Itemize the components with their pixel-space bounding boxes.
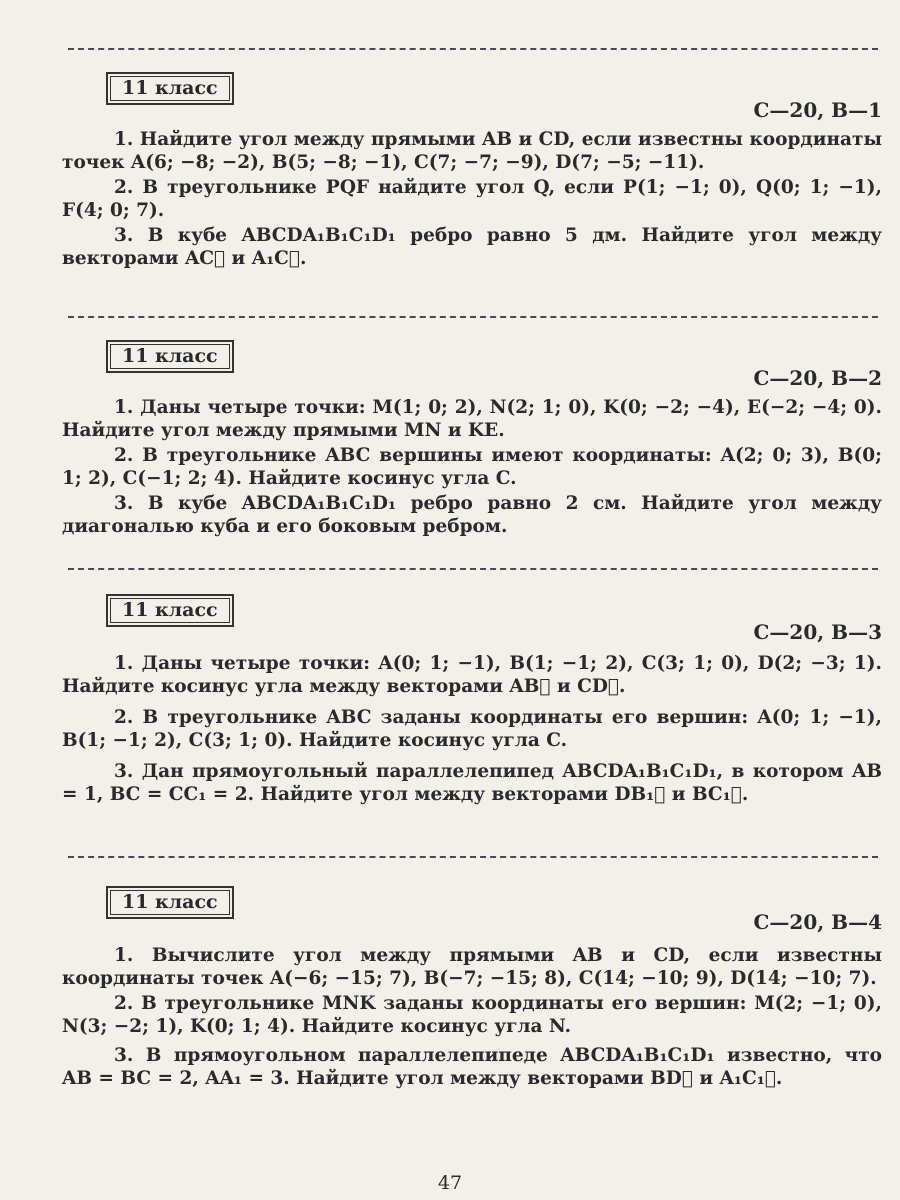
task-1: 1. Найдите угол между прямыми AB и CD, если известны координаты точек A(6; −8; −2), B(5; −8; −1), C(7; −7; −9), D(7; −5; −11). bbox=[62, 129, 882, 173]
task-3: 3. Дан прямоугольный параллелепипед ABCDA₁B₁C₁D₁, в котором AB = 1, BC = CC₁ = 2. Найдите угол между векторами DB₁⃗ и BC₁⃗. bbox=[62, 761, 882, 805]
grade-box: 11 класс bbox=[106, 72, 234, 105]
task-1: 1. Вычислите угол между прямыми AB и CD, если известны координаты точек A(−6; −15; 7), B(−7; −15; 8), C(14; −10; 9), D(14; −10; 7). bbox=[62, 945, 882, 989]
variant-code: С—20, В—2 bbox=[753, 366, 882, 390]
dashed-separator bbox=[68, 856, 878, 858]
dashed-separator bbox=[68, 48, 878, 50]
task-3: 3. В кубе ABCDA₁B₁C₁D₁ ребро равно 2 см. Найдите угол между диагональю куба и его боковым ребром. bbox=[62, 493, 882, 537]
variant-1 bbox=[62, 72, 882, 302]
task-3: 3. В прямоугольном параллелепипеде ABCDA₁B₁C₁D₁ известно, что AB = BC = 2, AA₁ = 3. Найдите угол между векторами BD⃗ и A₁C₁⃗. bbox=[62, 1045, 882, 1089]
variant-3 bbox=[62, 594, 882, 854]
variant-code: С—20, В—4 bbox=[753, 910, 882, 934]
grade-box: 11 класс bbox=[106, 886, 234, 919]
task-2: 2. В треугольнике MNK заданы координаты его вершин: M(2; −1; 0), N(3; −2; 1), K(0; 1; 4). Найдите косинус угла N. bbox=[62, 993, 882, 1037]
grade-box: 11 класс bbox=[106, 594, 234, 627]
task-1: 1. Даны четыре точки: M(1; 0; 2), N(2; 1; 0), K(0; −2; −4), E(−2; −4; 0). Найдите угол между прямыми MN и KE. bbox=[62, 397, 882, 441]
task-2: 2. В треугольнике ABC заданы координаты его вершин: A(0; 1; −1), B(1; −1; 2), C(3; 1; 0). Найдите косинус угла C. bbox=[62, 707, 882, 751]
task-2: 2. В треугольнике ABC вершины имеют координаты: A(2; 0; 3), B(0; 1; 2), C(−1; 2; 4). Найдите косинус угла C. bbox=[62, 445, 882, 489]
dashed-separator bbox=[68, 568, 878, 570]
task-2: 2. В треугольнике PQF найдите угол Q, если P(1; −1; 0), Q(0; 1; −1), F(4; 0; 7). bbox=[62, 177, 882, 221]
variant-code: С—20, В—1 bbox=[753, 98, 882, 122]
task-3: 3. В кубе ABCDA₁B₁C₁D₁ ребро равно 5 дм. Найдите угол между векторами AC⃗ и A₁C⃗. bbox=[62, 225, 882, 269]
variant-2 bbox=[62, 340, 882, 560]
variant-4 bbox=[62, 886, 882, 1156]
grade-box: 11 класс bbox=[106, 340, 234, 373]
variant-code: С—20, В—3 bbox=[753, 620, 882, 644]
page-number: 47 bbox=[437, 1172, 463, 1194]
dashed-separator bbox=[68, 316, 878, 318]
task-1: 1. Даны четыре точки: A(0; 1; −1), B(1; −1; 2), C(3; 1; 0), D(2; −3; 1). Найдите косинус угла между векторами AB⃗ и CD⃗. bbox=[62, 653, 882, 697]
